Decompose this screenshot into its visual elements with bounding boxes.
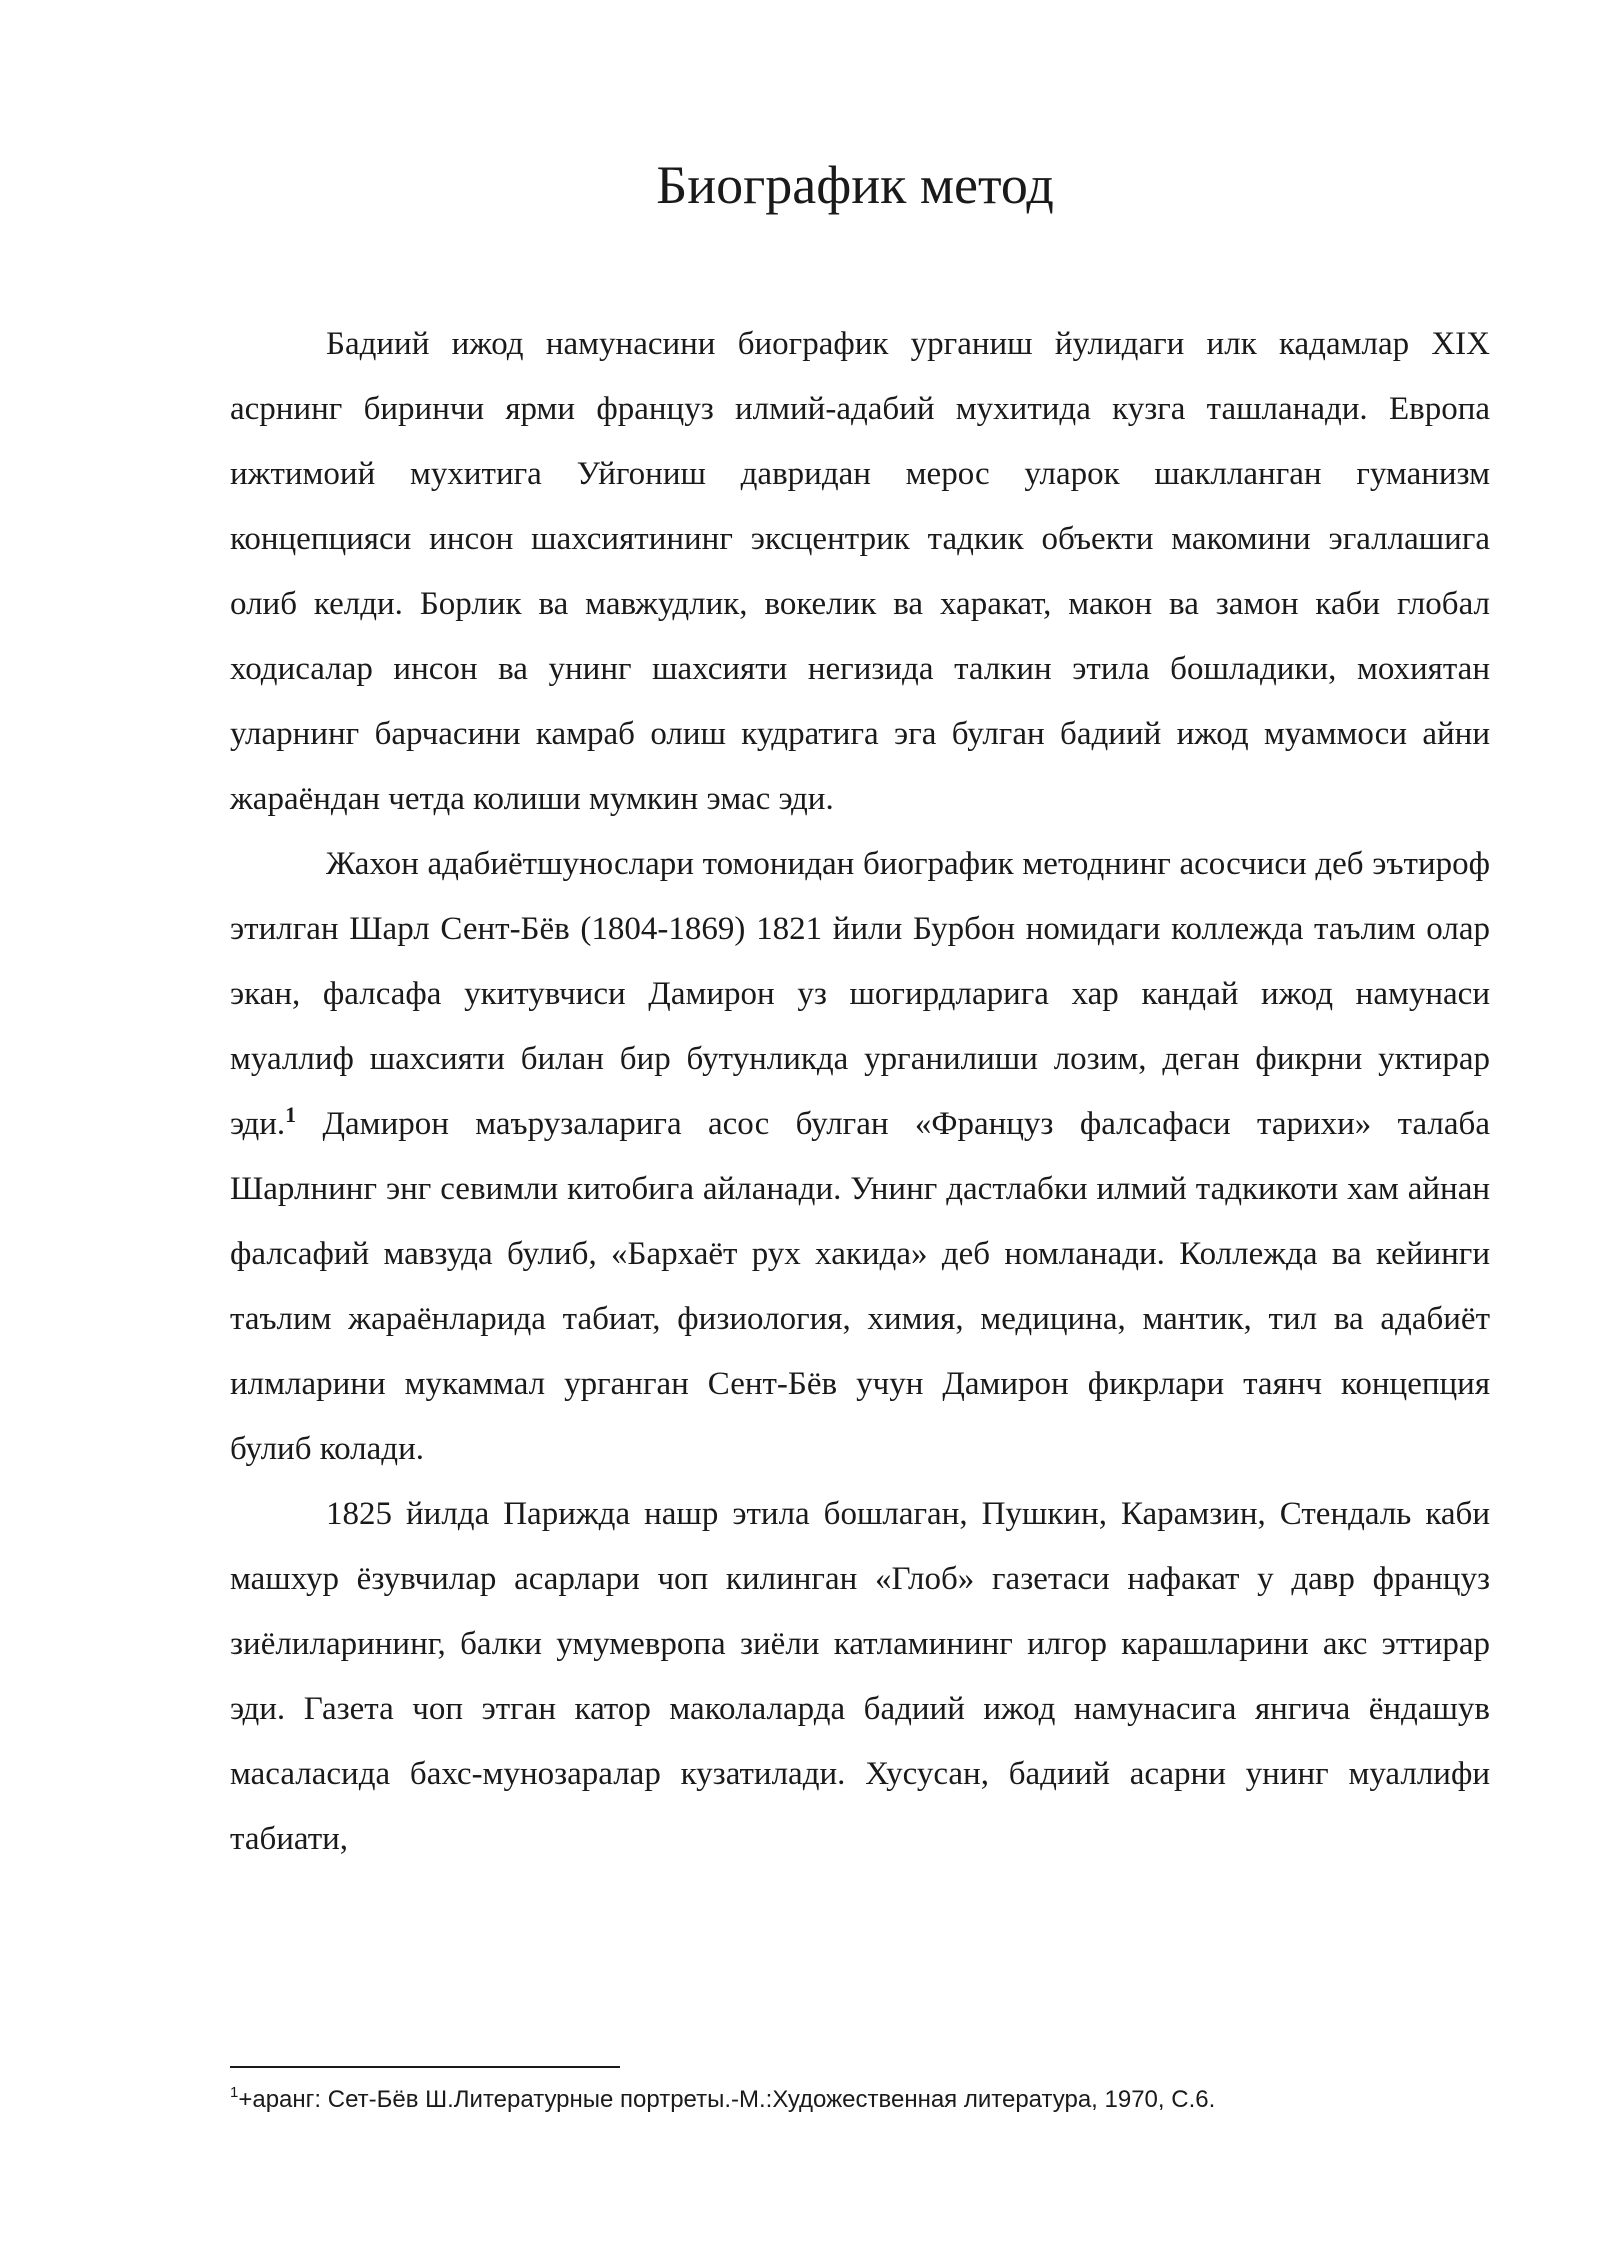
footnote-reference[interactable]: 1 — [285, 1102, 297, 1127]
page-title: Биографик метод — [656, 155, 1054, 215]
body-text — [230, 312, 1490, 1872]
footnote — [230, 2083, 1490, 2117]
paragraph-2 — [230, 832, 1490, 1482]
footnote-separator — [230, 2066, 620, 2068]
paragraph-2-before-footnote: Жахон адабиётшунослари томонидан биографик методнинг асосчиси деб эътироф этилган Шарл Сент-Бёв (1804-1869) 1821 йили Бурбон номидаги коллежда таълим олар экан, фалсафа укитувчиси Дамирон уз шогирдларига хар кандай ижод намунаси муаллиф шахсияти билан бир бутунликда урганилиши лозим, деган фикрни уктирар эди. — [230, 846, 1490, 1142]
footnote-text: +аранг: Сет-Бёв Ш.Литературные портреты.-М.:Художественная литература, 1970, С.6. — [238, 2086, 1216, 2113]
paragraph-2-after-footnote: Дамирон маърузаларига асос булган «Француз фалсафаси тарихи» талаба Шарлнинг энг севимли китобига айланади. Унинг дастлабки илмий тадкикоти хам айнан фалсафий мавзуда булиб, «Бархаёт рух хакида» деб номланади. Коллежда ва кейинги таълим жараёнларида табиат, физиология, химия, медицина, мантик, тил ва адабиёт илмларини мукаммал урганган Сент-Бёв учун Дамирон фикрлари таянч концепция булиб колади. — [230, 1106, 1490, 1467]
paragraph-1: Бадиий ижод намунасини биографик урганиш йулидаги илк кадамлар XIX асрнинг биринчи ярми француз илмий-адабий мухитида кузга ташланади. Европа ижтимоий мухитига Уйгониш давридан мерос уларок шаклланган гуманизм концепцияси инсон шахсиятининг эксцентрик тадкик объекти макомини эгаллашига олиб келди. Борлик ва мавжудлик, вокелик ва харакат, макон ва замон каби глобал ходисалар инсон ва унинг шахсияти негизида талкин этила бошладики, мохиятан уларнинг барчасини камраб олиш кудратига эга булган бадиий ижод муаммоси айни жараёндан четда колиши мумкин эмас эди. — [230, 326, 1490, 817]
paragraph-3: 1825 йилда Парижда нашр этила бошлаган, Пушкин, Карамзин, Стендаль каби машхур ёзувчилар асарлари чоп килинган «Глоб» газетаси нафакат у давр француз зиёлиларининг, балки умумевропа зиёли катламининг илгор карашларини акс эттирар эди. Газета чоп этган катор маколаларда бадиий ижод намунасига янгича ёндашув масаласида бахс-мунозаралар кузатилади. Хусусан, бадиий асарни унинг муаллифи табиати, — [230, 1496, 1490, 1857]
footnote-number: 1 — [230, 2084, 239, 2101]
